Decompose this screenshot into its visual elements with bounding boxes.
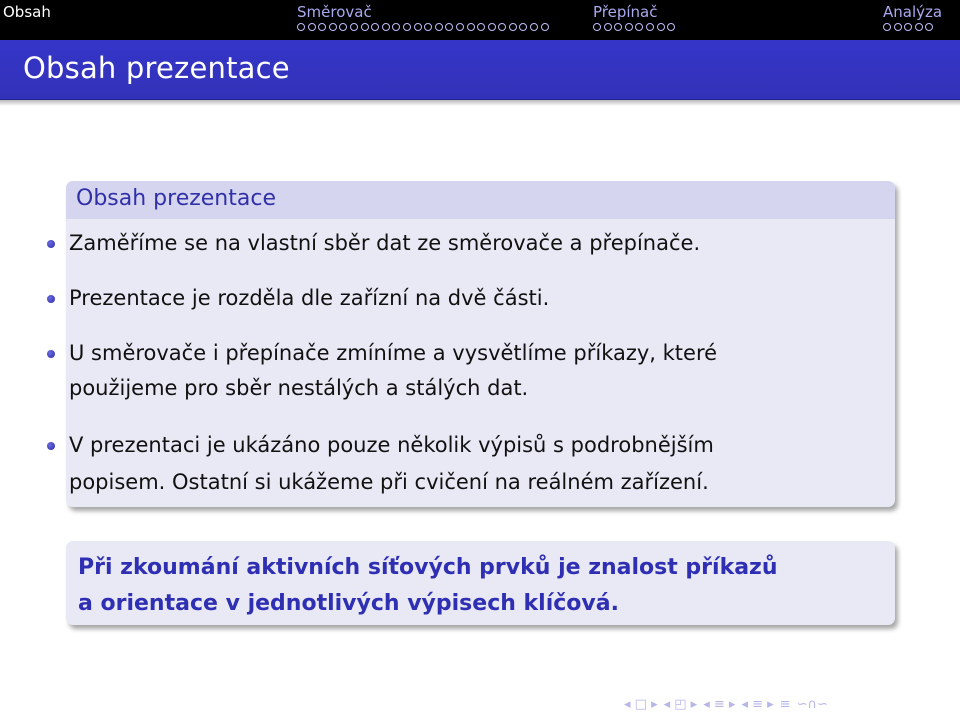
nav-frame-dot[interactable] bbox=[318, 23, 326, 31]
nav-frame-dots[interactable] bbox=[883, 23, 933, 31]
nav-frame-dot[interactable] bbox=[625, 23, 633, 31]
bullet-item-continuation: použijeme pro sběr nestálých a stálých dat. bbox=[69, 376, 529, 400]
nav-frame-dot[interactable] bbox=[382, 23, 390, 31]
nav-section-label: Obsah bbox=[3, 3, 51, 21]
nav-frame-dot[interactable] bbox=[361, 23, 369, 31]
nav-frame-dot[interactable] bbox=[593, 23, 601, 31]
nav-frame-dot[interactable] bbox=[297, 23, 305, 31]
block-header bbox=[66, 181, 895, 219]
alert-text bbox=[78, 550, 858, 622]
nav-frame-dot[interactable] bbox=[308, 23, 316, 31]
nav-frame-dot[interactable] bbox=[604, 23, 612, 31]
nav-frame-dot[interactable] bbox=[371, 23, 379, 31]
nav-frame-dot[interactable] bbox=[403, 23, 411, 31]
nav-frame-dot[interactable] bbox=[339, 23, 347, 31]
nav-frame-dot[interactable] bbox=[667, 23, 675, 31]
nav-frame-dot[interactable] bbox=[530, 23, 538, 31]
nav-section-label: Analýza bbox=[883, 3, 943, 21]
bullet-item-continuation: popisem. Ostatní si ukážeme při cvičení na reálném zařízení. bbox=[69, 470, 709, 494]
title-band-shadow bbox=[0, 100, 960, 106]
alert-block bbox=[66, 541, 895, 625]
nav-frame-dot[interactable] bbox=[456, 23, 464, 31]
bullet-item: Zaměříme se na vlastní sběr dat ze směrovače a přepínače. bbox=[69, 226, 700, 261]
nav-frame-dot[interactable] bbox=[498, 23, 506, 31]
alert-line: a orientace v jednotlivých výpisech klíčová. bbox=[78, 591, 619, 616]
nav-frame-dot[interactable] bbox=[445, 23, 453, 31]
nav-frame-dot[interactable] bbox=[894, 23, 902, 31]
frame-title: Obsah prezentace bbox=[23, 51, 290, 85]
beamer-navigation-symbols bbox=[624, 697, 828, 712]
nav-section-label: Přepínač bbox=[593, 3, 658, 21]
nav-section-label: Směrovač bbox=[297, 3, 372, 21]
nav-frame-dot[interactable] bbox=[435, 23, 443, 31]
nav-frame-dot[interactable] bbox=[657, 23, 665, 31]
nav-frame-dot[interactable] bbox=[477, 23, 485, 31]
frame-title-band bbox=[0, 40, 960, 100]
nav-frame-dot[interactable] bbox=[392, 23, 400, 31]
nav-frame-dots[interactable] bbox=[297, 23, 549, 31]
nav-frame-dot[interactable] bbox=[329, 23, 337, 31]
bullet-item: U směrovače i přepínače zmíníme a vysvětlíme příkazy, které bbox=[69, 336, 717, 371]
nav-frame-dot[interactable] bbox=[646, 23, 654, 31]
nav-frame-dot[interactable] bbox=[519, 23, 527, 31]
nav-frame-dot[interactable] bbox=[488, 23, 496, 31]
search-icon[interactable]: ∽∩∽ bbox=[796, 697, 828, 712]
nav-frame-dot[interactable] bbox=[915, 23, 923, 31]
nav-frame-dot[interactable] bbox=[883, 23, 891, 31]
section-nav-icon[interactable]: ◂ ≡ ▸ bbox=[741, 697, 774, 712]
nav-frame-dot[interactable] bbox=[414, 23, 422, 31]
nav-frame-dots[interactable] bbox=[593, 23, 675, 31]
slide-nav-icon[interactable]: ◂ □ ▸ bbox=[624, 697, 658, 712]
nav-frame-dot[interactable] bbox=[424, 23, 432, 31]
bullet-item: Prezentace je rozděla dle zařízní na dvě části. bbox=[69, 281, 549, 316]
block-title: Obsah prezentace bbox=[76, 186, 276, 211]
nav-frame-dot[interactable] bbox=[904, 23, 912, 31]
nav-frame-dot[interactable] bbox=[467, 23, 475, 31]
nav-frame-dot[interactable] bbox=[925, 23, 933, 31]
alert-line: Při zkoumání aktivních síťových prvků je znalost příkazů bbox=[78, 555, 778, 580]
nav-frame-dot[interactable] bbox=[509, 23, 517, 31]
nav-frame-dot[interactable] bbox=[614, 23, 622, 31]
nav-frame-dot[interactable] bbox=[541, 23, 549, 31]
subsection-nav-icon[interactable]: ◂ ≡ ▸ bbox=[703, 697, 736, 712]
nav-frame-dot[interactable] bbox=[350, 23, 358, 31]
bullet-item: V prezentaci je ukázáno pouze několik výpisů s podrobnějším bbox=[69, 428, 714, 463]
align-icon[interactable]: ≡ bbox=[779, 697, 791, 712]
section-navigation-bar bbox=[0, 0, 960, 40]
frame-nav-icon[interactable]: ◂ ◰ ▸ bbox=[663, 697, 698, 712]
nav-frame-dot[interactable] bbox=[635, 23, 643, 31]
